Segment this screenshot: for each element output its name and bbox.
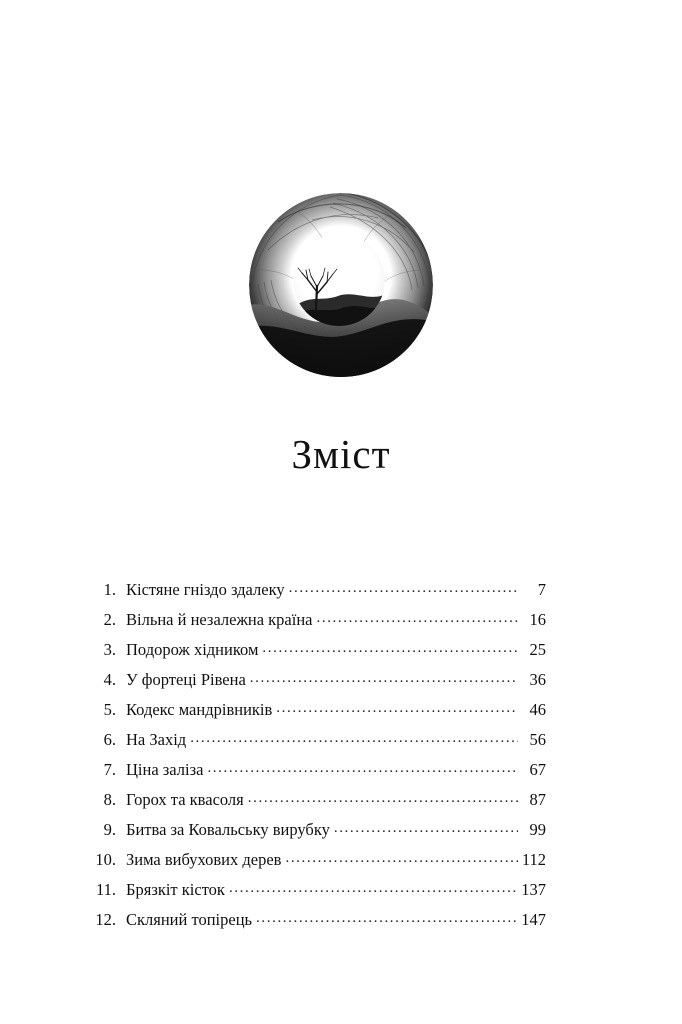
toc-entry-title: Кодекс мандрівників [126, 700, 273, 719]
toc-leader-dots [256, 911, 518, 926]
toc-entry-page: 56 [529, 730, 546, 749]
toc-entry-title: Ціна заліза [126, 760, 204, 779]
toc-entry-page: 137 [521, 880, 546, 899]
toc-entry-page: 147 [521, 910, 546, 929]
page-title: Зміст [291, 431, 391, 477]
toc-entry[interactable] [86, 702, 546, 732]
toc-entry-title: Зима вибухових дерев [126, 850, 282, 869]
toc-leader-dots [190, 731, 518, 746]
toc-entry[interactable] [86, 732, 546, 762]
toc-entry-number: 3. [103, 640, 116, 659]
toc-entry-title: Подорож хідником [126, 640, 259, 659]
toc-entry-number: 1. [103, 580, 116, 599]
toc-leader-dots [207, 761, 518, 776]
toc-leader-dots [229, 881, 518, 896]
toc-entry-page: 87 [529, 790, 546, 809]
toc-entry-title: Битва за Ковальську вирубку [126, 820, 330, 839]
toc-entry-page: 67 [529, 760, 546, 779]
toc-entry-number: 10. [95, 850, 116, 869]
toc-entry[interactable] [86, 852, 546, 882]
toc-entry-number: 2. [103, 610, 116, 629]
toc-entry[interactable] [86, 612, 546, 642]
ornament-container [0, 190, 682, 380]
toc-entry-page: 25 [529, 640, 546, 659]
toc-entry-page: 7 [537, 580, 546, 599]
toc-entry-number: 7. [103, 760, 116, 779]
toc-leader-dots [250, 671, 518, 686]
toc-entry-title: На Захід [126, 730, 187, 749]
toc-entry-title: Брязкіт кісток [126, 880, 225, 899]
toc-entry-number: 12. [95, 910, 116, 929]
table-of-contents [86, 582, 546, 942]
toc-entry[interactable] [86, 882, 546, 912]
toc-leader-dots [334, 821, 518, 836]
toc-entry-page: 46 [529, 700, 546, 719]
toc-entry[interactable] [86, 642, 546, 672]
toc-entry[interactable] [86, 762, 546, 792]
toc-entry[interactable] [86, 672, 546, 702]
toc-entry-number: 9. [103, 820, 116, 839]
toc-entry-title: Вільна й незалежна країна [126, 610, 313, 629]
toc-entry-page: 112 [521, 850, 546, 869]
toc-entry-number: 8. [103, 790, 116, 809]
circular-forest-ring-illustration [238, 190, 444, 380]
toc-entry-title: У фортеці Рівена [126, 670, 246, 689]
toc-entry-number: 4. [103, 670, 116, 689]
toc-leader-dots [248, 791, 518, 806]
toc-entry-page: 16 [529, 610, 546, 629]
toc-entry-title: Скляний топірець [126, 910, 253, 929]
toc-entry-page: 99 [529, 820, 546, 839]
toc-leader-dots [289, 581, 518, 596]
toc-entry[interactable] [86, 792, 546, 822]
toc-leader-dots [317, 611, 519, 626]
toc-leader-dots [285, 851, 518, 866]
toc-entry[interactable] [86, 912, 546, 942]
toc-entry-title: Кістяне гніздо здалеку [126, 580, 285, 599]
toc-entry[interactable] [86, 582, 546, 612]
toc-leader-dots [262, 641, 518, 656]
toc-entry-page: 36 [529, 670, 546, 689]
toc-leader-dots [276, 701, 518, 716]
toc-entry-number: 6. [103, 730, 116, 749]
toc-entry-number: 11. [95, 880, 116, 899]
toc-entry-number: 5. [103, 700, 116, 719]
toc-entry[interactable] [86, 822, 546, 852]
toc-entry-title: Горох та квасоля [126, 790, 244, 809]
